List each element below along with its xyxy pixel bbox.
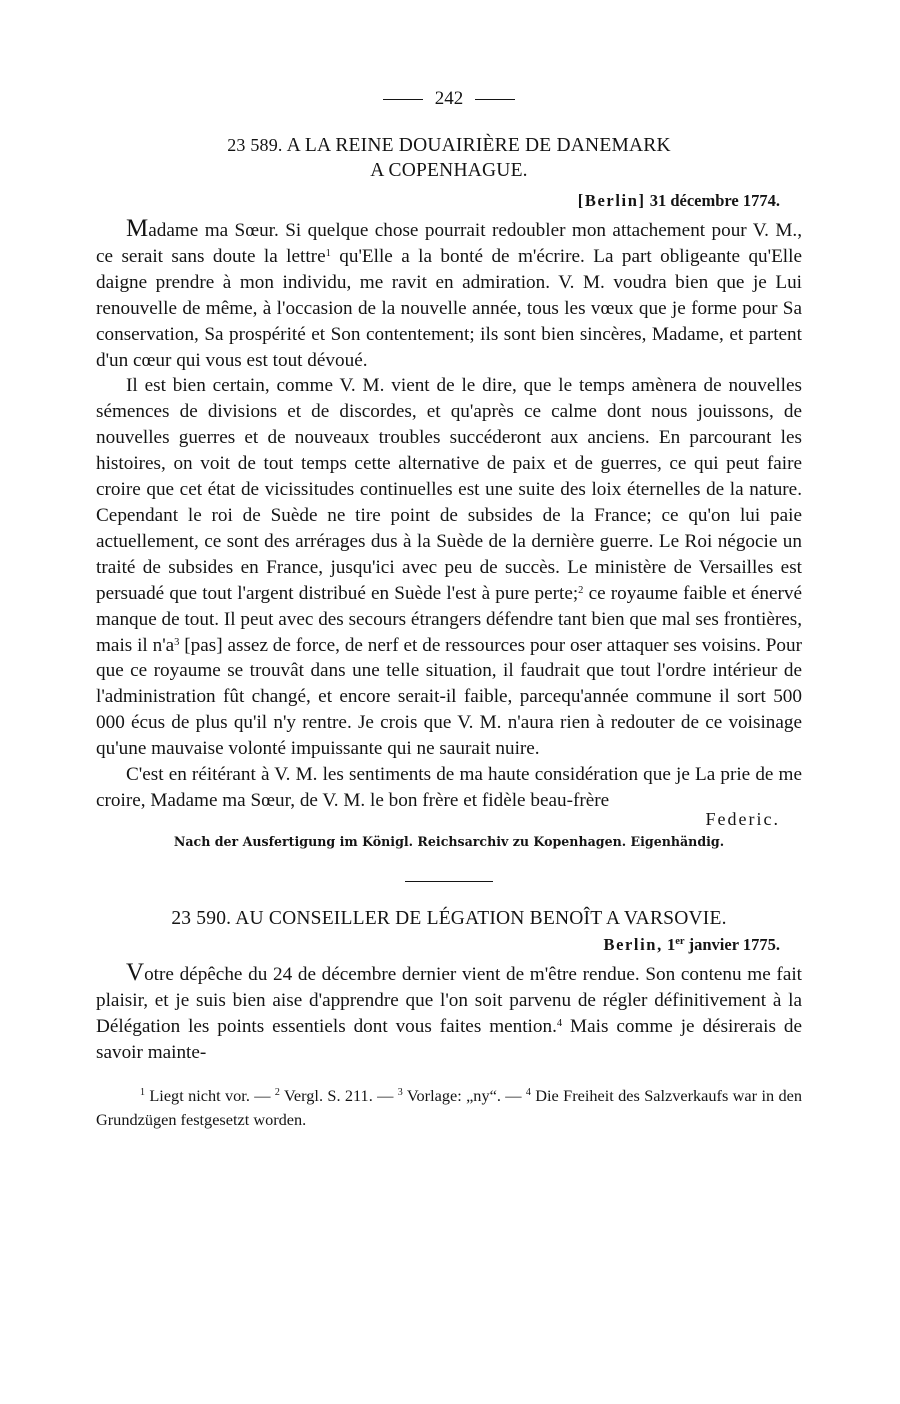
footnote-2: Vergl. S. 211. — [279,1086,398,1106]
letter-2-paragraph-1 [96,960,802,1066]
letter-1-paragraph-2 [96,373,802,762]
letter-2-initial: V [126,958,145,986]
letter-1-number: 23 589. [227,135,283,155]
footnotes [96,1084,802,1132]
letter-2-number: 23 590. [171,907,232,929]
letter-1-paragraph-1 [96,216,802,373]
footnote-1: Liegt nicht vor. — [145,1086,275,1106]
letter-1-para1-text-a: adame ma Sœur. Si quelque chose pourrait redoubler mon attachement pour V. M., ce serait sans doute la lettre [96,220,802,267]
document-page [96,86,802,1132]
letter-1-initial: M [126,215,149,242]
letter-2-date [667,935,780,954]
footnote-3: Vorlage: „ny“. — [402,1086,526,1106]
letter-1-recipient-line1: A LA REINE DOUAIRIÈRE DE DANEMARK [286,135,671,156]
footnote-ref-1: 1 [325,247,331,259]
footnote-3-mark: 3 [397,1087,403,1099]
footnote-4-mark: 4 [525,1087,531,1099]
section-separator [405,881,493,882]
footnote-ref-2: 2 [578,584,584,596]
letter-1-heading [96,133,802,183]
page-number-rule-right [475,99,515,100]
page-number-line [96,86,802,112]
footnote-1-mark: 1 [140,1087,145,1099]
letter-1-dateline [96,189,802,213]
page-number-rule-left [383,99,423,100]
footnote-ref-4: 4 [556,1017,563,1029]
footnote-4: Die Freiheit des Salzverkaufs war in den Grundzügen festgesetzt worden. [96,1086,802,1130]
letter-2-place: Berlin, [603,934,663,954]
letter-1-place: [Berlin] [577,191,646,210]
letter-1-para2-text-a: Il est bien certain, comme V. M. vient de le dire, que le temps amènera de nouvelles sémences de divisions et de discordes, et qu'après ce calme dont nous jouissons, de nouvelles guerres et de nouveaux troubles succéderont aux anciens. En parcourant les histoires, on voit de tout temps cette alternative de paix et de guerres, ce qui peut faire croire que cet état de vicissitudes continuelles est une suite des loix éternelles de la nature. Cependant le roi de Suède ne tire point de subsides de la France; ce qu'on lui paie actuellement, ce sont des arrérages dus à la Suède de la dernière guerre. Le Roi négocie un traité de subsides en France, jusqu'ici avec peu de succès. Le ministère de Versailles est persuadé que tout l'argent distribué en Suède l'est à pure perte; [96,375,802,604]
footnote-ref-3: 3 [174,636,180,648]
footnote-2-mark: 2 [274,1087,280,1099]
letter-1-para2-text-b: ce royaume faible et énervé manque de tout. Il peut avec des secours étrangers défendre tant bien que mal ses frontières, mais il n'a [96,582,802,656]
letter-2-para1-text-a: otre dépêche du 24 de décembre dernier vient de m'être rendue. Son contenu me fait plaisir, et je suis bien aise d'apprendre que l'on soit parvenu de régler définitivement à la Délégation les points essentiels dont vous faites mention. [96,963,802,1037]
page-number: 242 [434,88,464,109]
letter-1-date: 31 décembre 1774. [649,191,780,210]
letter-2-recipient: AU CONSEILLER DE LÉGATION BENOÎT A VARSOVIE. [235,907,727,929]
letter-2-para1-text-b: Mais comme je désirerais de savoir mainte- [96,1015,802,1063]
letter-2-date-day: 1 [666,934,676,954]
letter-2-date-ordinal: er [675,935,685,947]
letter-2-heading [96,906,802,931]
letter-1-paragraph-3: C'est en réitérant à V. M. les sentiments de ma haute considération que je La prie de me croire, Madame ma Sœur, de V. M. le bon frère et fidèle beau-frère [96,764,802,811]
letter-1-recipient-line2: A COPENHAGUE. [370,160,528,181]
letter-2-dateline [96,933,802,957]
letter-1-signature: Federic. [705,808,780,829]
letter-2-date-rest: janvier 1775. [684,934,780,954]
letter-1-para1-text-b: qu'Elle a la bonté de m'écrire. La part obligeante qu'Elle daigne prendre à mon individu, me ravit en admiration. V. M. voudra bien que je Lui renouvelle de même, à l'occasion de la nouvelle année, tous les vœux que je forme pour Sa conservation, Sa prospérité et Son contentement; ils sont bien sincères, Madame, et partent d'un cœur qui vous est tout dévoué. [96,245,802,371]
letter-1-para2-text-c: [pas] assez de force, de nerf et de ressources pour oser attaquer ses voisins. Pour que ce royaume se trouvât dans une telle situation, il faudrait que tout l'ordre intérieur de l'administration fût changé, et encore serait-il faible, parcequ'année commune il sort 500 000 écus de plus qu'il n'y rentre. Je crois que V. M. n'aura rien à redouter de ce voisinage qu'une mauvaise volonté impuissante qui ne saurait nuire. [96,634,802,760]
letter-1-source-note: Nach der Ausfertigung im Königl. Reichsarchiv zu Kopenhagen. Eigenhändig. [173,833,725,849]
